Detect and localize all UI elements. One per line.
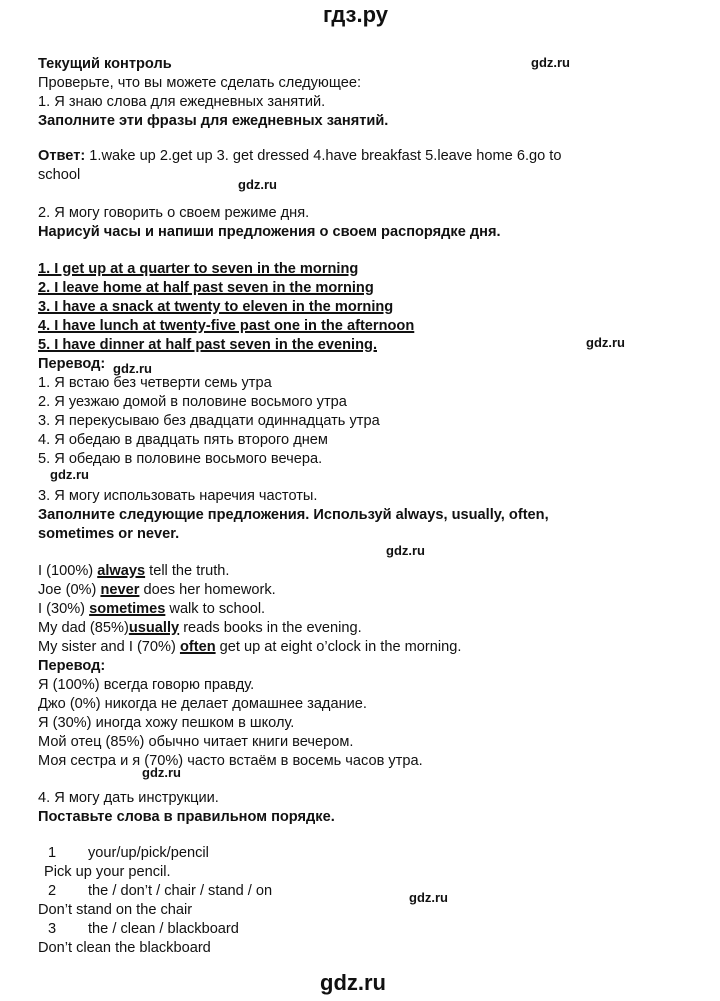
- adverb-answer: sometimes: [89, 601, 166, 617]
- task3-sentence: Joe (0%) never does her homework.: [38, 582, 276, 598]
- task3-instruction: Заполните следующие предложения. Используй always, usually, often,: [38, 507, 549, 523]
- task2-sentence: 5. I have dinner at half past seven in the evening.: [38, 337, 377, 353]
- task4-heading: 4. Я могу дать инструкции.: [38, 790, 219, 806]
- task3-translation: Я (30%) иногда хожу пешком в школу.: [38, 715, 295, 731]
- task2-translation: 1. Я встаю без четверти семь утра: [38, 375, 272, 391]
- task2-sentence: 2. I leave home at half past seven in the morning: [38, 280, 374, 296]
- site-header: гдз.ру: [323, 2, 388, 27]
- task2-translation-label: Перевод:: [38, 356, 106, 372]
- watermark: gdz.ru: [386, 543, 425, 558]
- task3-sentence: My sister and I (70%) often get up at eight o’clock in the morning.: [38, 639, 462, 655]
- task4-item-words: the / clean / blackboard: [88, 921, 239, 937]
- task3-instruction: sometimes or never.: [38, 526, 180, 542]
- task4-item-answer: Don’t stand on the chair: [38, 902, 193, 918]
- task4-item-answer: Pick up your pencil.: [44, 864, 171, 880]
- answer-label: Ответ:: [38, 148, 86, 164]
- watermark: gdz.ru: [50, 467, 89, 482]
- task3-sentence: My dad (85%)usually reads books in the evening.: [38, 620, 362, 636]
- task4-item-words: your/up/pick/pencil: [88, 845, 209, 861]
- task4-item-number: 3: [48, 921, 57, 937]
- task3-translation: Я (100%) всегда говорю правду.: [38, 677, 255, 693]
- task3-heading: 3. Я могу использовать наречия частоты.: [38, 488, 318, 504]
- task1-heading: 1. Я знаю слова для ежедневных занятий.: [38, 94, 326, 110]
- task2-sentence: 4. I have lunch at twenty-five past one in the afternoon: [38, 318, 415, 334]
- adverb-answer: usually: [128, 620, 180, 636]
- task4-item-words: the / don’t / chair / stand / on: [88, 883, 273, 899]
- section-title: Текущий контроль: [38, 56, 172, 72]
- task4-item-number: 2: [48, 883, 57, 899]
- task4-item-answer: Don’t clean the blackboard: [38, 940, 211, 956]
- task3-translation: Моя сестра и я (70%) часто встаём в восемь часов утра.: [38, 753, 423, 769]
- adverb-answer: always: [97, 563, 146, 579]
- answer-text: 1.wake up 2.get up 3. get dressed 4.have breakfast 5.leave home 6.go to: [85, 148, 562, 164]
- watermark: gdz.ru: [142, 765, 181, 780]
- task3-translation: Джо (0%) никогда не делает домашнее задание.: [38, 696, 367, 712]
- watermark: gdz.ru: [238, 177, 277, 192]
- task1-answer-line2: school: [38, 167, 81, 183]
- watermark: gdz.ru: [113, 361, 152, 376]
- task2-sentence: 1. I get up at a quarter to seven in the morning: [38, 261, 359, 277]
- adverb-answer: often: [179, 639, 216, 655]
- adverb-answer: never: [100, 582, 140, 598]
- task2-sentence: 3. I have a snack at twenty to eleven in the morning: [38, 299, 394, 315]
- task4-item-number: 1: [48, 845, 57, 861]
- task1-instruction: Заполните эти фразы для ежедневных занятий.: [38, 113, 389, 129]
- task3-translation: Мой отец (85%) обычно читает книги вечером.: [38, 734, 354, 750]
- watermark: gdz.ru: [586, 335, 625, 350]
- task4-instruction: Поставьте слова в правильном порядке.: [38, 809, 335, 825]
- task3-sentence: I (30%) sometimes walk to school.: [38, 601, 266, 617]
- task3-translation-label: Перевод:: [38, 658, 106, 674]
- watermark: gdz.ru: [409, 890, 448, 905]
- task1-answer-line: [38, 147, 561, 166]
- task2-translation: 3. Я перекусываю без двадцати одиннадцать утра: [38, 413, 380, 429]
- task3-sentence: I (100%) always tell the truth.: [38, 563, 230, 579]
- task2-translation: 5. Я обедаю в половине восьмого вечера.: [38, 451, 323, 467]
- intro-text: Проверьте, что вы можете сделать следующее:: [38, 75, 362, 91]
- site-footer: gdz.ru: [320, 970, 386, 995]
- task2-translation: 2. Я уезжаю домой в половине восьмого утра: [38, 394, 347, 410]
- task2-heading: 2. Я могу говорить о своем режиме дня.: [38, 205, 310, 221]
- task2-translation: 4. Я обедаю в двадцать пять второго днем: [38, 432, 328, 448]
- task2-instruction: Нарисуй часы и напиши предложения о своем распорядке дня.: [38, 224, 501, 240]
- watermark: gdz.ru: [531, 55, 570, 70]
